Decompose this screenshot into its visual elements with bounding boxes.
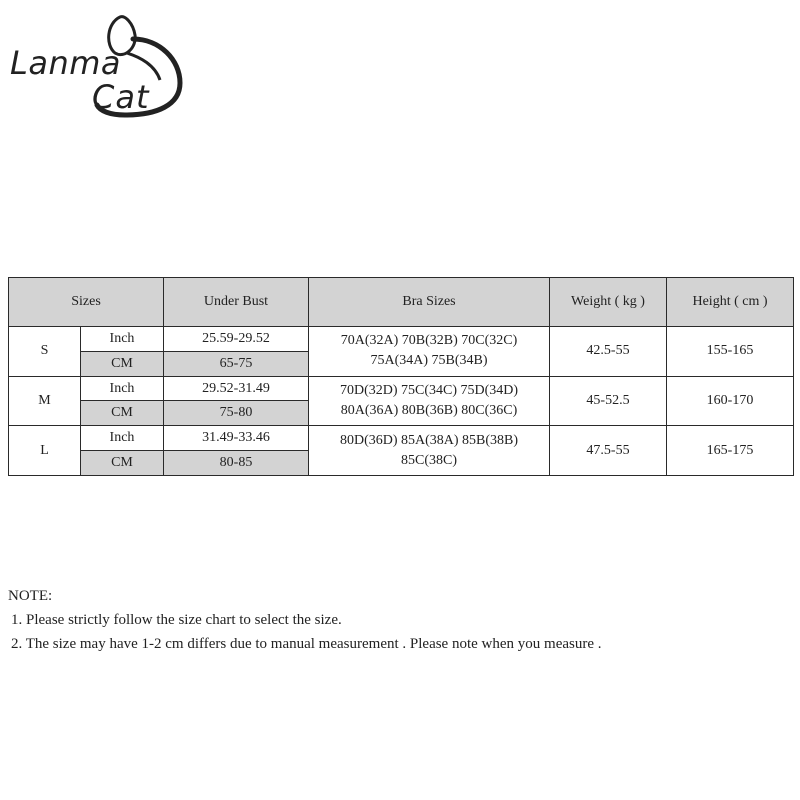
note-item: 1. Please strictly follow the size chart to select the size. xyxy=(11,612,342,628)
weight-cell: 47.5-55 xyxy=(550,426,667,476)
brand-logo xyxy=(0,0,200,130)
under-bust-cm: 80-85 xyxy=(164,451,309,476)
unit-cm-label: CM xyxy=(81,401,164,426)
table-header-row xyxy=(9,278,794,327)
unit-cm-label: CM xyxy=(81,451,164,476)
logo-name-text: Lanma xyxy=(10,44,121,82)
unit-inch-label: Inch xyxy=(81,426,164,451)
bra-sizes-line: 80D(36D) 85A(38A) 85B(38B) xyxy=(339,432,519,448)
table-row xyxy=(9,327,794,352)
header-sizes: Sizes xyxy=(9,278,164,327)
header-under-bust: Under Bust xyxy=(164,278,309,327)
bra-sizes-line: 70A(32A) 70B(32B) 70C(32C) xyxy=(340,333,518,349)
unit-inch-label: Inch xyxy=(81,327,164,352)
bra-sizes-line: 70D(32D) 75C(34C) 75D(34D) xyxy=(339,382,519,398)
height-cell: 165-175 xyxy=(667,426,794,476)
table-row xyxy=(9,376,794,401)
height-cell: 155-165 xyxy=(667,327,794,377)
weight-cell: 45-52.5 xyxy=(550,376,667,426)
size-label: S xyxy=(9,327,81,377)
under-bust-cm: 65-75 xyxy=(164,351,309,376)
bra-sizes-line: 80A(36A) 80B(36B) 80C(36C) xyxy=(340,402,518,418)
header-height: Height ( cm ) xyxy=(667,278,794,327)
size-label: M xyxy=(9,376,81,426)
size-chart-table xyxy=(8,277,794,476)
table-row xyxy=(9,426,794,451)
logo-sub-text: Cat xyxy=(92,78,150,116)
under-bust-inch: 25.59-29.52 xyxy=(164,327,309,352)
bra-sizes-cell xyxy=(309,426,550,476)
header-bra-sizes: Bra Sizes xyxy=(309,278,550,327)
unit-cm-label: CM xyxy=(81,351,164,376)
bra-sizes-line: 85C(38C) xyxy=(401,452,457,468)
under-bust-inch: 29.52-31.49 xyxy=(164,376,309,401)
under-bust-cm: 75-80 xyxy=(164,401,309,426)
bra-sizes-cell xyxy=(309,327,550,377)
unit-inch-label: Inch xyxy=(81,376,164,401)
bra-sizes-cell xyxy=(309,376,550,426)
note-item: 2. The size may have 1-2 cm differs due to manual measurement . Please note when you measure . xyxy=(11,636,602,652)
under-bust-inch: 31.49-33.46 xyxy=(164,426,309,451)
height-cell: 160-170 xyxy=(667,376,794,426)
notes-section xyxy=(8,586,602,658)
header-weight: Weight ( kg ) xyxy=(550,278,667,327)
size-label: L xyxy=(9,426,81,476)
weight-cell: 42.5-55 xyxy=(550,327,667,377)
notes-title: NOTE: xyxy=(8,588,53,604)
bra-sizes-line: 75A(34A) 75B(34B) xyxy=(370,353,488,369)
